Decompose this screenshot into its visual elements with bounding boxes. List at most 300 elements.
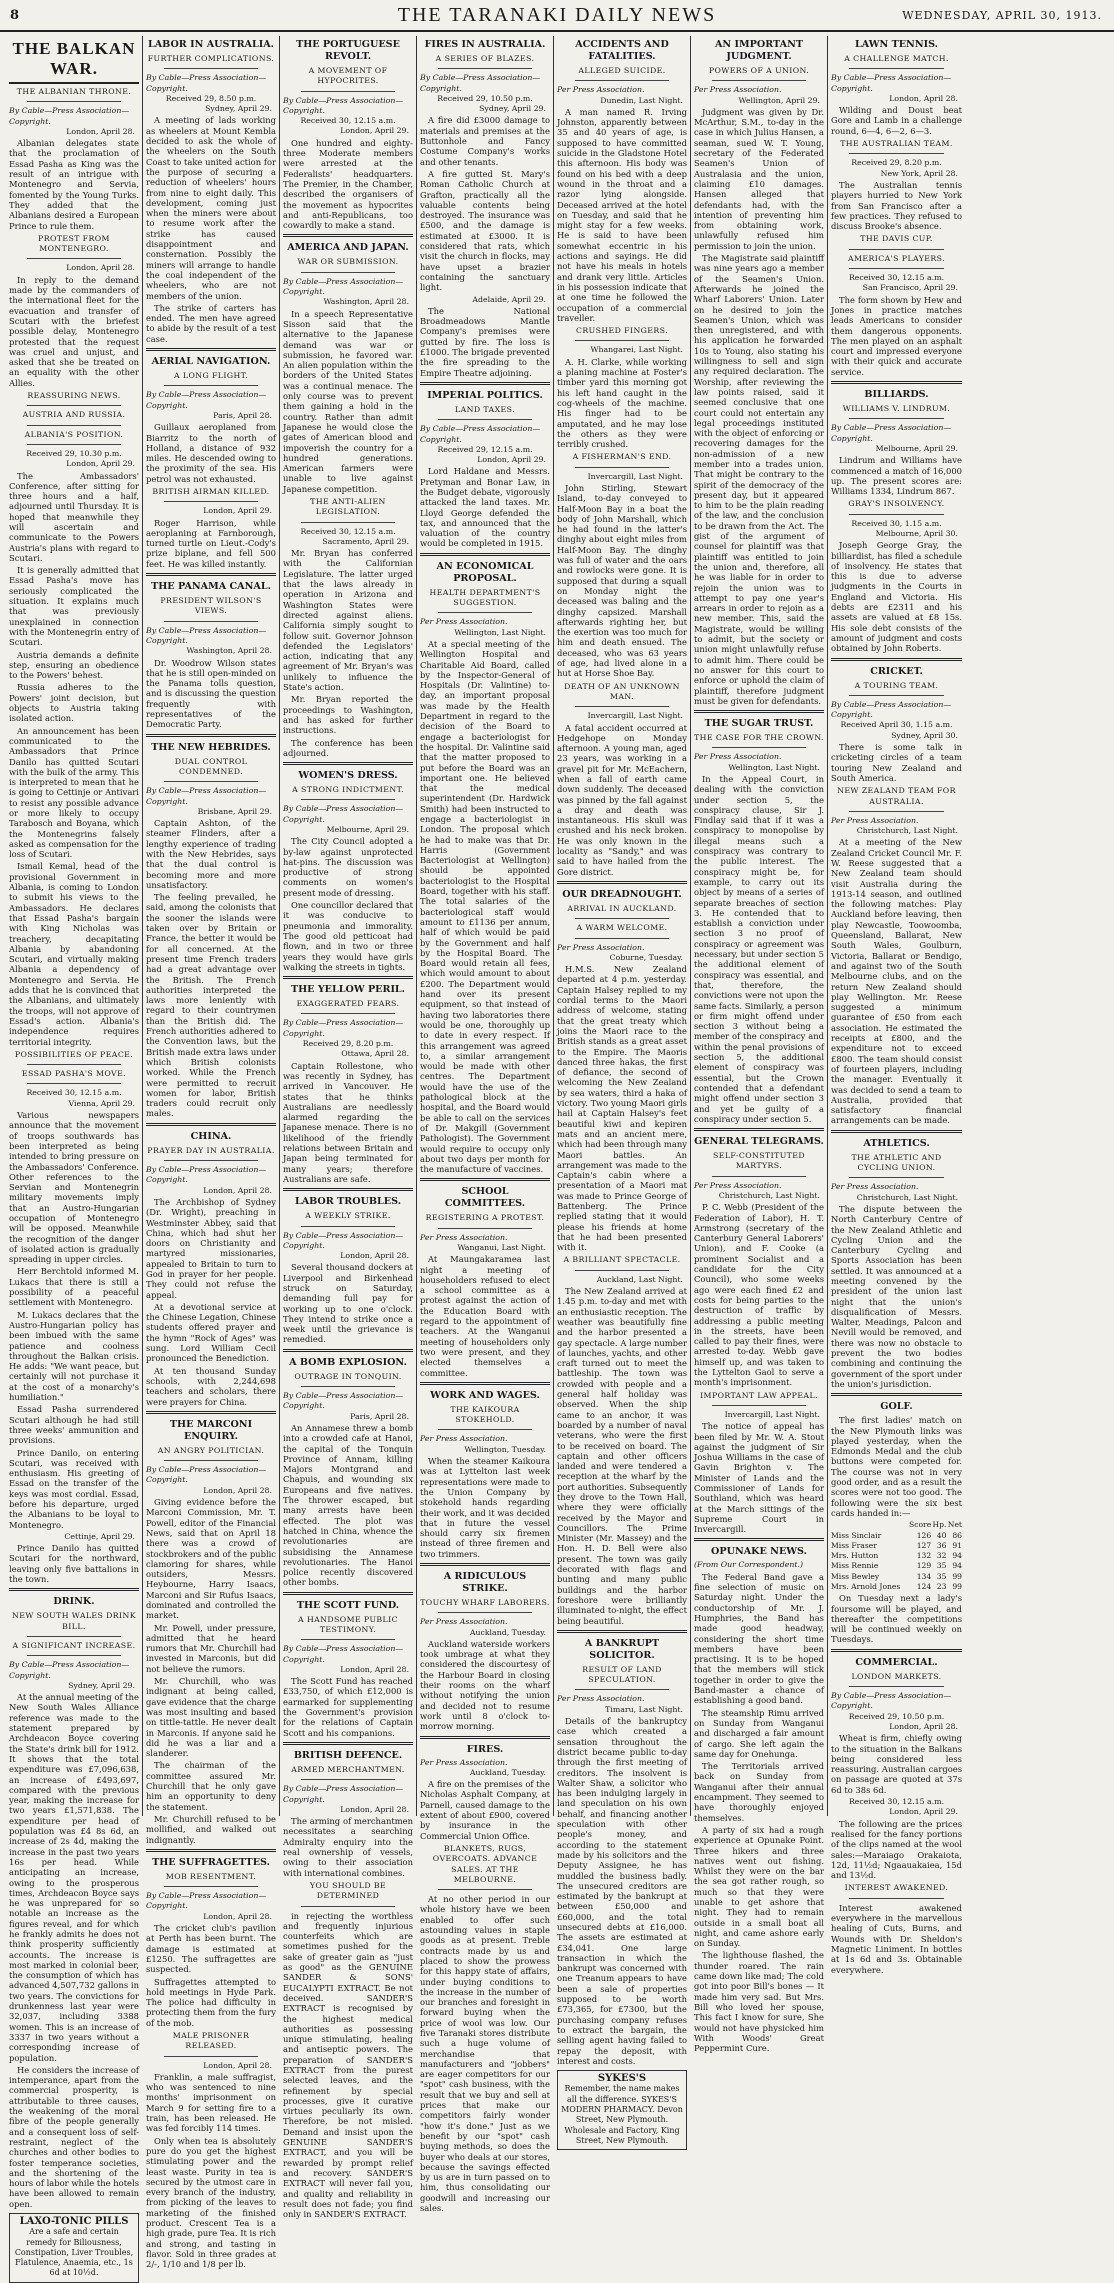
article-paragraph: Only when tea is absolutely pure do you get the highest stimulating power and the least waste. Purity in tea is secured by the utmost care in every branch of the industry, from picking of the leaves to marketing of the finished product. Crescent Tea is a high grade, pure Tea. It is rich and strong, and tasting in flavor. Sold in three grades at 2/-, 1/10 and 1/8 per lb. bbox=[146, 2135, 276, 2270]
article-paragraph: In a speech Representative Sisson said that the alternative to the Japanese demand was war or submission, he favored war. An alien population within the borders of the United States was a continual menace. The only course was to prevent them gaining a hold in the country. Rather than admit Japanese he would close the gates of American blood and impoverish the country for a hundred generations. American farmers were unable to live against Japanese competition. bbox=[283, 308, 413, 494]
article-subheading: PRAYER DAY IN AUSTRALIA. bbox=[147, 1145, 275, 1155]
subheading-rule bbox=[849, 418, 944, 419]
subheading-rule bbox=[712, 747, 806, 748]
section-rule bbox=[694, 1128, 824, 1131]
article-headline: FIRES IN AUSTRALIA. bbox=[424, 39, 546, 50]
dateline: London, April 29. bbox=[66, 459, 135, 469]
dateline: New York, April 28. bbox=[880, 168, 958, 178]
article-subheading: GRAY'S INSOLVENCY. bbox=[848, 499, 945, 509]
subheading-rule bbox=[164, 1460, 258, 1461]
golf-header-cell bbox=[831, 1520, 907, 1530]
article-paragraph: A. H. Clarke, while working a planing machine at Foster's timber yard this morning got his left hand caught in the cog-wheels of the machine. His finger had to be amputated, and he may lose the others as they were terribly crushed. bbox=[557, 356, 687, 450]
subheading-rule bbox=[27, 425, 121, 426]
article-paragraph: Lord Haldane and Messrs. Pretyman and Bonar Law, in the Budget debate, vigorously attacked the land taxes. Mr. Lloyd George defended the tax, and announced that the valuation of the country would be completed in 1915. bbox=[420, 466, 550, 549]
received-time: Received 29, 10.50 p.m. bbox=[848, 1711, 945, 1721]
article-subheading: OUTRAGE IN TONQUIN. bbox=[294, 1371, 402, 1381]
dateline: Sydney, April 30. bbox=[891, 730, 958, 740]
article-paragraph: Russia adheres to the Powers' joint decision, but objects to Austria taking isolated action. bbox=[9, 682, 139, 724]
article-paragraph: Roger Harrison, while aeroplaning at Farnborough, turned turtle on Lieut.-Cody's prize biplane, and fell 500 feet. He was killed instantly. bbox=[146, 517, 276, 569]
article-headline: WORK AND WAGES. bbox=[430, 1389, 540, 1401]
article-paragraph: P. C. Webb (President of the Federation of Labor), H. T. Armstrong (secretary of the Canterbury General Laborers' Union), and F. Cooke (a prominent Socialist and a candidate for the City Council), who some weeks ago were each fined £2 and costs for being parties to the destruction of traffic by addressing a public meeting in the streets, have been called to pay their fines, were arrested to-day. Webb gave himself up, and was taken to the Lyttelton Gaol to serve a month's imprisonment. bbox=[694, 1202, 824, 1388]
article-paragraph: Herr Berchtold informed M. Lukacs that there is still a possibility of a peaceful settlement with Montenegro. bbox=[9, 1266, 139, 1308]
subheading-rule bbox=[301, 1779, 395, 1780]
section-rule bbox=[420, 382, 550, 385]
subheading-rule bbox=[438, 612, 532, 613]
article-paragraph: John Stirling, Stewart Island, to-day conveyed to Half-Moon Bay in a boat the body of John Marshall, which he had found in the latter's dinghy about eight miles from Half-Moon Bay. The dinghy was full of water and the oars and rowlocks were gone. It is supposed that during a squall on Monday night the deceased was baling and the dinghy capsized. Marshall afterwards righting her, but the exertion was too much for him and death ensued. The deceased, who was 63 years of age, had lived alone in a hut at Horse Shoe Bay. bbox=[557, 482, 687, 679]
dateline: London, April 28. bbox=[889, 1721, 958, 1731]
article-paragraph: A party of six had a rough experience at Opunake Point. Three hikers and three natives went out fishing. Whilst they were on the bar the sea got rather rough, so much so that they were unable to get ashore that night. They had to remain outside in a small boat all night, and came ashore early on Sunday. bbox=[694, 1824, 824, 1949]
article-paragraph: An announcement has been communicated to the Ambassadors that Prince Danilo has quitted Scutari with the bulk of the army. This is interpreted to mean that he is going to Cettinje or Antivari to resist any possible advance or more likely to occupy Tarabosch and Boyana, which the Montenegrins falsely asked as compensation for the loss of Scutari. bbox=[9, 725, 139, 860]
golf-cell: Miss Sinclair bbox=[831, 1530, 882, 1540]
article-paragraph: There is some talk in cricketing circles of a team touring New Zealand and South America. bbox=[831, 742, 962, 783]
article-subheading: BLANKETS, RUGS, OVERCOATS. ADVANCE SALES. AT THE MELBOURNE. bbox=[432, 1843, 538, 1884]
golf-row bbox=[831, 1541, 962, 1551]
article-subheading: ALBANIA'S POSITION. bbox=[24, 429, 124, 439]
subheading-rule bbox=[849, 153, 944, 154]
press-credit: By Cable—Press Association—Copyright. bbox=[146, 625, 267, 645]
subheading-rule bbox=[27, 1083, 121, 1084]
golf-row bbox=[831, 1531, 962, 1541]
article-subheading: POSSIBILITIES OF PEACE. bbox=[14, 1049, 134, 1059]
article-headline: THE PORTUGUESE REVOLT. bbox=[296, 39, 400, 62]
article-subheading: A STRONG INDICTMENT. bbox=[292, 785, 404, 795]
press-credit: By Cable—Press Association—Copyright. bbox=[146, 73, 267, 93]
article-headline: THE SUGAR TRUST. bbox=[704, 718, 814, 730]
subheading-rule bbox=[164, 68, 258, 69]
article-subheading: THE AUSTRALIAN TEAM. bbox=[840, 139, 953, 149]
section-rule bbox=[831, 1393, 962, 1396]
press-credit: Per Press Association. bbox=[420, 1617, 508, 1627]
section-rule bbox=[283, 1188, 413, 1191]
dateline: London, April 28. bbox=[340, 1804, 409, 1814]
press-credit: By Cable—Press Association—Copyright. bbox=[283, 276, 404, 297]
article-subheading: IMPORTANT LAW APPEAL. bbox=[700, 1390, 818, 1400]
article-subheading: YOU SHOULD BE DETERMINED bbox=[309, 1880, 387, 1901]
section-rule bbox=[694, 710, 824, 713]
section-rule bbox=[420, 1178, 550, 1181]
golf-row bbox=[831, 1582, 962, 1592]
subheading-rule bbox=[27, 444, 121, 445]
dateline: Cettinje, April 29. bbox=[64, 1531, 135, 1541]
article-paragraph: The first ladies' match on the New Plymouth links was played yesterday, when the Edmonds Medal and the club buttons were competed for. The course was not in very good order, and as a result the scores were not too good. The following were the six best cards handed in:— bbox=[831, 1415, 962, 1518]
article-subheading: A MOVEMENT OF HYPOCRITES. bbox=[308, 66, 388, 86]
subheading-rule bbox=[849, 1898, 944, 1899]
article-headline: LABOR IN AUSTRALIA. bbox=[147, 39, 275, 50]
press-credit: By Cable—Press Association—Copyright. bbox=[420, 424, 541, 444]
press-credit: Per Press Association. bbox=[694, 752, 782, 762]
article-subheading: AUSTRIA AND RUSSIA. bbox=[22, 410, 126, 420]
press-credit: Per Press Association. bbox=[420, 1434, 508, 1444]
column-7 bbox=[828, 36, 965, 1975]
article-paragraph: Joseph George Gray, the billiardist, has filed a schedule of insolvency. He states that this is due to adverse judgments in the Courts in England and Victoria. His debts are £2311 and his assets are valued at £8 15s. His sole debt consists of the amount of judgment and costs obtained by John Roberts. bbox=[831, 540, 962, 654]
article-subheading: WILLIAMS V. LINDRUM. bbox=[842, 404, 951, 414]
article-paragraph: The form shown by Hew and Jones in practice matches leads Americans to consider them dangerous opponents. The men played on an asphalt court and impressed everyone with their quick and accurate service. bbox=[831, 294, 962, 377]
article-subheading: A WARM WELCOME. bbox=[576, 923, 668, 933]
subheading-rule bbox=[27, 258, 121, 259]
golf-cell: 35 bbox=[936, 1571, 947, 1581]
subheading-rule bbox=[575, 1270, 669, 1271]
subheading-rule bbox=[438, 1889, 532, 1890]
dateline: Whangarei, Last Night. bbox=[590, 345, 683, 355]
article-paragraph: A meeting of lads working as wheelers at Mount Kembla decided to ask the whole of the wheelers on the South Coast to take united action for the purpose of securing a reduction of wheelers' hours from nine to eight daily. This development, coming just when the miners were about to resume work after the strike has caused disappointment and consternation. Possibly the miners will arrange to handle the coal independent of the wheelers, who are not members of the union. bbox=[146, 115, 276, 301]
golf-header-cell: Net bbox=[947, 1520, 962, 1530]
masthead bbox=[0, 0, 1114, 32]
article-paragraph: An Annamese threw a bomb into a crowded cafe at Hanoi, the capital of the Tonquin Province of Annam, killing Majors Montgrand and Chapuis, and wounding six Europeans and five natives. The thrower escaped, but many arrests have been effected. The plot was hatched in China, whence the revolutionaries are subsidising the Annamese revolutionaries. The Hanoi police recently discovered other bombs. bbox=[283, 1422, 413, 1588]
article-paragraph: A man named R. Irving Johnston, apparently between 35 and 40 years of age, is supposed to have committed suicide in the Gladstone Hotel this afternoon. His body was found on his bed with a deep wound in the throat and a razor lying alongside. Deceased arrived at the hotel on Tuesday, and said that he might stay for a few weeks. He is said to have been somewhat eccentric in his actions and sayings. He did not have his meals in hotels and drank very little. Articles in his possession indicate that at one time he followed the occupation of a commercial traveller. bbox=[557, 106, 687, 323]
article-headline: SCHOOL COMMITTEES. bbox=[444, 1186, 526, 1210]
press-credit: Per Press Association. bbox=[831, 815, 919, 825]
article-headline: ACCIDENTS AND FATALITIES. bbox=[575, 39, 669, 62]
article-paragraph: At a special meeting of the Wellington Hospital and Charitable Aid Board, called by the Inspector-General of Hospitals (Dr. Valintine) to-day, an important proposal was made by the Health Department in regard to the decision of the Board to engage a bacteriologist for the hospital. Dr. Valintine said that the matter proposed to put before the Board was an important one. He believed that the medical superintendent (Dr. Hardwick Smith) had been instructed to engage a bacteriologist in London. The proposal which he had to make was that Dr. Harris (Government Bacteriologist at Wellington) should be appointed bacteriologist to the Hospital Board, together with his staff. The total salaries of the bacteriological staff would amount to £1136 per annum, half of which would be paid by the Government and half by the Hospital Board. The Board would retain all fees, which would amount to about £200. The Department would hand over its present equipment, so that instead of having two laboratories there would be one, thoroughly up to date in every respect. If this arrangement was agreed to, a similar arrangement would be made with other centres. The Department would have the use of the pathological block at the hospital, and the Board would be able to call on the services of Dr. Makgill (Government Pathologist). The Government would require to occupy only about two days per month for the manufacture of vaccines. bbox=[420, 638, 550, 1175]
article-paragraph: Dr. Woodrow Wilson states that he is still open-minded on the Panama tolls question, and is discussing the question frequently with representatives of the Democratic Party. bbox=[146, 657, 276, 730]
subheading-rule bbox=[849, 1177, 944, 1178]
article-paragraph: Captain Rollestone, who was recently in Sydney, has arrived in Vancouver. He states that he thinks Australians are needlessly alarmed regarding the Japanese menace. There is no likelihood of the friendly relations between Britain and Japan being terminated for many years; therefore Australians are safe. bbox=[283, 1060, 413, 1184]
press-credit: By Cable—Press Association—Copyright. bbox=[146, 786, 267, 806]
section-rule bbox=[283, 762, 413, 765]
golf-row bbox=[831, 1561, 962, 1571]
article-paragraph: Wheat is firm, chiefly owing to the situation in the Balkans being considered less reassuring. Australian cargoes on passage are quoted at 37s 6d to 38s 6d. bbox=[831, 1733, 962, 1795]
article-subheading: ARMED MERCHANTMEN. bbox=[291, 1764, 405, 1774]
subheading-rule bbox=[27, 1064, 121, 1065]
golf-cell: 126 bbox=[916, 1530, 932, 1540]
subheading-rule bbox=[575, 918, 669, 919]
article-headline: DRINK. bbox=[53, 1596, 95, 1608]
article-headline: A BANKRUPT SOLICITOR. bbox=[584, 1637, 660, 1661]
article-headline: A BOMB EXPLOSION. bbox=[289, 1356, 407, 1368]
section-rule bbox=[420, 1563, 550, 1566]
article-headline: THE SCOTT FUND. bbox=[296, 1599, 400, 1611]
article-paragraph: One councillor declared that it was conducive to pneumonia and immorality. The good old petticoat had flown, and in two or three years they would have girls walking the streets in tights. bbox=[283, 900, 413, 972]
press-credit: By Cable—Press Association—Copyright. bbox=[831, 699, 952, 720]
advertisement bbox=[9, 2213, 139, 2283]
article-subheading: RESULT OF LAND SPECULATION. bbox=[582, 1664, 662, 1685]
dateline: Dunedin, Last Night. bbox=[600, 95, 683, 105]
article-headline: AMERICA AND JAPAN. bbox=[287, 242, 409, 254]
subheading-rule bbox=[301, 91, 395, 92]
section-rule bbox=[283, 234, 413, 237]
article-paragraph: The National Broadmeadows Mantle Company's premises were gutted by fire. The loss is £1000. The brigade prevented the fire spreading to the Empire Theatre adjoining. bbox=[420, 305, 550, 378]
press-credit: Per Press Association. bbox=[694, 85, 782, 95]
dateline: Sydney, April 29. bbox=[68, 1680, 135, 1690]
article-subheading: NEW SOUTH WALES DRINK BILL. bbox=[12, 1611, 136, 1631]
subheading-rule bbox=[301, 1906, 395, 1907]
dateline: Wellington, April 29. bbox=[738, 95, 820, 105]
golf-cell: 94 bbox=[952, 1561, 962, 1571]
dateline: Brisbane, April 29. bbox=[197, 806, 272, 816]
section-rule bbox=[146, 1123, 276, 1126]
subheading-rule bbox=[575, 80, 669, 81]
article-subheading: REGISTERING A PROTEST. bbox=[425, 1213, 545, 1223]
article-subheading: A TOURING TEAM. bbox=[854, 680, 939, 690]
article-subheading: A LONG FLIGHT. bbox=[173, 371, 249, 381]
article-subheading: A SERIES OF BLAZES. bbox=[435, 54, 535, 63]
article-subheading: A HANDSOME PUBLIC TESTIMONY. bbox=[298, 1614, 398, 1634]
article-paragraph: The Ambassadors' Conference, after sitting for three hours and a half, adjourned until Thursday. It is hoped that meanwhile they will ascertain and communicate to the Powers Austria's plans with regard to Scutari. bbox=[9, 470, 139, 563]
article-paragraph: At ten thousand Sunday schools, with 2,244,698 teachers and scholars, there were prayers for China. bbox=[146, 1365, 276, 1407]
section-rule bbox=[146, 1411, 276, 1414]
subheading-rule bbox=[575, 706, 669, 707]
dateline: Auckland, Last Night. bbox=[596, 1274, 683, 1284]
subheading-rule bbox=[849, 695, 944, 696]
press-credit: By Cable—Press Association—Copyright. bbox=[283, 1784, 404, 1804]
article-paragraph: Suffragettes attempted to hold meetings in Hyde Park. The police had difficulty in protecting them from the fury of the mob. bbox=[146, 1976, 276, 2028]
column-6 bbox=[691, 36, 828, 2054]
golf-cell: 40 bbox=[936, 1530, 947, 1540]
dateline: Sydney, April 29. bbox=[205, 104, 272, 114]
article-paragraph: Essad Pasha surrendered Scutari although he had still three weeks' ammunition and provisions. bbox=[9, 1404, 139, 1446]
subheading-rule bbox=[712, 1405, 806, 1406]
golf-cell: 91 bbox=[952, 1540, 962, 1550]
article-subheading: LAND TAXES. bbox=[455, 404, 515, 414]
dateline: London, April 29. bbox=[340, 126, 409, 136]
article-paragraph: Details of the bankruptcy case which created a sensation throughout the district became public to-day through the first meeting of creditors. The insolvent is Walter Shaw, a solicitor who has been indulging largely in land speculation on his own behalf, and financing another speculation with other people's money, and according to the statement made by his solicitors and the Deputy Assignee, he has muddled the business badly. The unsecured creditors are estimated by the bankrupt at between £50,000 and £60,000, and the total unsecured debts at £16,000. The assets are estimated at £34,041. One large transaction in which the bankrupt was concerned with one Treanum appears to have been a sale of properties supposed to be worth £73,365, for £7300, but the purchasing company refuses to extract the bargain, the selling agent having failed to repay the deposit, with interest and costs. bbox=[557, 1716, 687, 2066]
article-subheading: ALLEGED SUICIDE. bbox=[578, 66, 666, 75]
article-paragraph: Austria demands a definite step, ensuring an obedience to the Powers' behest. bbox=[9, 649, 139, 681]
article-paragraph: Prince Danilo, on entering Scutari, was received with enthusiasm. His greeting of Essad on the transfer of the keys was most cordial. Essad, before his departure, urged the Albanians to be loyal to Montenegro. bbox=[9, 1447, 139, 1530]
article-paragraph: Mr. Churchill, who was indignant at being called, gave evidence that the charge was most insulting and based on tittle-tattle. He never dealt in Marconis. If anyone said he did he was a liar and a slanderer. bbox=[146, 1676, 276, 1759]
golf-cell: 94 bbox=[952, 1551, 962, 1561]
subheading-rule bbox=[438, 1612, 532, 1613]
press-credit: By Cable—Press Association—Copyright. bbox=[283, 1018, 404, 1038]
article-paragraph: The lighthouse flashed, the thunder roared. The rain came down like mad; The cold got into poor Bill's bones — It made him very sad. But Mrs. Bill who loved her spouse, This fact I know for sure, She would not have physicked him With Woods' Great Peppermint Cure. bbox=[694, 1950, 824, 2054]
article-subheading: THE ANTI-ALIEN LEGISLATION. bbox=[310, 496, 386, 517]
article-paragraph: The steamship Rimu arrived on Sunday from Wanganui and discharged a fair amount of cargo. She left again the same day for Onehunga. bbox=[694, 1707, 824, 1759]
article-paragraph: The arming of merchantmen necessitates a searching Admiralty enquiry into the real ownership of vessels, owing to their association with international combines. bbox=[283, 1816, 413, 1878]
section-rule bbox=[283, 1742, 413, 1745]
article-subheading: MALE PRISONER RELEASED. bbox=[172, 2030, 250, 2051]
press-credit: (From Our Correspondent.) bbox=[694, 1560, 804, 1570]
subheading-rule bbox=[438, 1429, 532, 1430]
article-paragraph: Captain Ashton, of the steamer Flinders, after a lengthy experience of trading with the New Hebrides, says that the dual control is becoming more and more unsatisfactory. bbox=[146, 818, 276, 890]
received-time: Received 30, 12.15 a.m. bbox=[300, 526, 396, 536]
dateline: London, April 28. bbox=[66, 263, 135, 273]
golf-cell: 132 bbox=[916, 1551, 932, 1561]
subheading-rule bbox=[301, 522, 395, 523]
received-time: Received 29, 8.50 p.m. bbox=[165, 93, 257, 103]
dateline: Melbourne, April 29. bbox=[875, 443, 958, 453]
press-credit: Per Press Association. bbox=[831, 1182, 919, 1192]
article-headline: A RIDICULOUS STRIKE. bbox=[443, 1571, 527, 1594]
subheading-rule bbox=[27, 1636, 121, 1637]
dateline: Timaru, Last Night. bbox=[605, 1704, 683, 1714]
dateline: London, April 28. bbox=[66, 126, 135, 136]
dateline: London, April 29. bbox=[889, 1807, 958, 1817]
subheading-rule bbox=[164, 385, 258, 386]
dateline: Melbourne, April 29. bbox=[326, 825, 409, 834]
article-subheading: FURTHER COMPLICATIONS. bbox=[147, 54, 275, 63]
article-paragraph: In reply to the demand made by the commanders of the international fleet for the evacuation and transfer of Scutari with the briefest possible delay, Montenegro protested that the request was cruel and unjust, and asked that she be treated on an equality with the other Allies. bbox=[9, 274, 139, 388]
article-subheading: PROTEST FROM MONTENEGRO. bbox=[38, 233, 110, 254]
subheading-rule bbox=[27, 405, 121, 406]
subheading-rule bbox=[438, 68, 532, 69]
article-headline: LABOR TROUBLES. bbox=[294, 1196, 402, 1208]
article-paragraph: in rejecting the worthless and frequently injurious counterfeits which are sometimes pushed for the sake of greater gain as "just as good" as the GENUINE SANDER & SONS' EUCALYPTI EXTRACT. Be not deceived. SANDER'S EXTRACT is recognised by the highest medical authorities as possessing unique stimulating, healing and antiseptic powers. The preparation of SANDER'S EXTRACT from the purest selected leaves, and the refinement by special processes, give it curative virtues peculiarly its own. Therefore, be not misled. Demand and insist upon the GENUINE SANDER'S EXTRACT, and you will be rewarded by prompt relief and recovery. SANDER'S EXTRACT will never fail you, and quality and reliability in result does not fade; you find only in SANDER'S EXTRACT. bbox=[283, 1910, 413, 2220]
press-credit: Per Press Association. bbox=[557, 942, 645, 952]
golf-cell: 35 bbox=[936, 1561, 947, 1571]
subheading-rule bbox=[575, 1689, 669, 1690]
dateline: Washington, April 28. bbox=[186, 646, 272, 656]
section-rule bbox=[420, 553, 550, 556]
article-subheading: SELF-CONSTITUTED MARTYRS. bbox=[712, 1151, 806, 1171]
article-subheading: PRESIDENT WILSON'S VIEWS. bbox=[160, 596, 262, 616]
subheading-rule bbox=[849, 68, 944, 69]
article-subheading: A FISHERMAN'S END. bbox=[572, 452, 672, 462]
article-headline: CHINA. bbox=[190, 1130, 232, 1142]
dateline: Christchurch, Last Night. bbox=[856, 826, 958, 836]
received-time: Received April 30, 1.15 a.m. bbox=[840, 720, 953, 730]
press-credit: By Cable—Press Association—Copyright. bbox=[283, 1644, 404, 1664]
received-time: Received 30, 12.15 a.m. bbox=[26, 1088, 122, 1098]
dateline: Invercargill, Last Night. bbox=[587, 471, 683, 481]
subheading-rule bbox=[164, 1160, 258, 1161]
press-credit: By Cable—Press Association—Copyright. bbox=[831, 423, 952, 443]
article-subheading: LONDON MARKETS. bbox=[851, 1671, 942, 1681]
article-headline: WOMEN'S DRESS. bbox=[298, 770, 398, 782]
dateline: Christchurch, Last Night. bbox=[856, 1192, 958, 1202]
article-subheading: REASSURING NEWS. bbox=[27, 391, 121, 401]
article-subheading: DUAL CONTROL CONDEMNED. bbox=[174, 756, 248, 776]
page-number: 8 bbox=[10, 8, 20, 23]
article-paragraph: A fire did £3000 damage to materials and premises at the Buttonhole and Fancy Costume Company's works and other tenants. bbox=[420, 115, 550, 167]
dateline: Paris, April 28. bbox=[350, 1411, 409, 1421]
subheading-rule bbox=[575, 938, 669, 939]
article-paragraph: The conference has been adjourned. bbox=[283, 737, 413, 758]
article-paragraph: Several thousand dockers at Liverpool and Birkenhead struck on Saturday, demanding full pay for working up to one o'clock. They intend to strike once a week until the grievance is remedied. bbox=[283, 1262, 413, 1345]
subheading-rule bbox=[301, 1013, 395, 1014]
article-headline: LAWN TENNIS. bbox=[855, 39, 938, 50]
section-rule bbox=[831, 1130, 962, 1133]
subheading-rule bbox=[164, 501, 258, 502]
received-time: Received 30, 12.15 a.m. bbox=[848, 273, 945, 283]
dateline: Auckland, Tuesday. bbox=[469, 1767, 546, 1777]
article-paragraph: Lindrum and Williams have commenced a match of 16,000 up. The present scores are: Williams 1334, Lindrum 867. bbox=[831, 455, 962, 497]
article-headline: FIRES. bbox=[466, 1743, 504, 1755]
received-time: Received 29, 8.20 p.m. bbox=[302, 1039, 394, 1049]
golf-row bbox=[831, 1551, 962, 1561]
article-paragraph: Auckland waterside workers took umbrage at what they considered the discourtesy of the Harbour Board in closing their rooms on the wharf without notifying the union and decided not to resume work until 8 o'clock to-morrow morning. bbox=[420, 1638, 550, 1732]
dateline: London, April 28. bbox=[889, 93, 958, 103]
article-paragraph: The New Zealand arrived at 1.45 p.m. to-day and met with an enthusiastic reception. The weather was beautifully fine and the harbor presented a gay spectacle. A large number of launches, yachts, and other craft turned out to meet the battleship. The town was crowded with people and a general half holiday was observed. When the ship came to an anchor, it was boarded by a number of naval veterans, who were the first to be received on board. The captain and other officers landed and were tendered a reception at the wharf by the port authorities. Subsequently they drove to the Town Hall, where they were officially received by the Mayor and Councillors. The Prime Minister (Mr. Massey) and the Hon. H. D. Bell were also present. The town was gaily decorated with flags and bunting and many public buildings and the harbor foreshore were brilliantly illuminated to-night, the effect being beautiful. bbox=[557, 1286, 687, 1626]
article-headline: ATHLETICS. bbox=[863, 1137, 930, 1149]
section-rule bbox=[694, 1538, 824, 1541]
article-headline: THE YELLOW PERIL. bbox=[290, 984, 406, 996]
press-credit: By Cable—Press Association—Copyright. bbox=[146, 1891, 267, 1911]
article-paragraph: Guillaux aeroplaned from Biarritz to the north of Holland, a distance of 932 miles. He descended owing to the proximity of the sea. His petrol was not exhausted. bbox=[146, 422, 276, 484]
press-credit: Per Press Association. bbox=[694, 1180, 782, 1190]
received-time: Received 30, 12.15 a.m. bbox=[848, 1797, 945, 1807]
golf-header-cell: Score bbox=[909, 1520, 932, 1530]
column-2 bbox=[143, 36, 280, 2270]
article-subheading: BRITISH AIRMAN KILLED. bbox=[152, 486, 270, 496]
subheading-rule bbox=[849, 514, 944, 515]
subheading-rule bbox=[164, 1886, 258, 1887]
dateline: Sydney, April 29. bbox=[479, 104, 546, 114]
dateline: London, April 28. bbox=[340, 1664, 409, 1674]
subheading-rule bbox=[164, 781, 258, 782]
dateline: Christchurch, Last Night. bbox=[718, 1190, 820, 1200]
article-paragraph: It is generally admitted that Essad Pasha's move has seriously complicated the situation. It explains much that was previously unexplained in connection with the Montenegrin entry of Scutari. bbox=[9, 565, 139, 648]
press-credit: By Cable—Press Association—Copyright. bbox=[9, 1660, 130, 1680]
subheading-rule bbox=[27, 1655, 121, 1656]
article-paragraph: The dispute between the North Canterbury Centre of the New Zealand Athletic and Cycling Union and the Canterbury Cycling and Sports Association has been settled. It was announced at a meeting convened by the president of the union last night that the union's disqualification of Messrs. Walter, Meadings, Palcon and Nevill would be removed, and there was now no obstacle to prevent the two bodies combining and continuing the government of the sport under the union's jurisdiction. bbox=[831, 1203, 962, 1389]
article-paragraph: Interest awakened everywhere in the marvellous healing of Cuts, Burns, and Wounds with Dr. Sheldon's Magnetic Liniment. In bottles at 1s 6d and 3s. Obtainable everywhere. bbox=[831, 1902, 962, 1975]
article-paragraph: Mr. Churchill refused to be mollified, and walked out indignantly. bbox=[146, 1813, 276, 1845]
article-paragraph: Wilding and Doust beat Gore and Lamb in a challenge round, 6—4, 6—2, 6—3. bbox=[831, 105, 962, 136]
section-rule bbox=[420, 1382, 550, 1385]
article-paragraph: At no other period in our whole history have we been enabled to offer such astounding values in staple goods as at present. Treble contracts made by us and placed to show the prowess for this happy state of affairs, under buying conditions to the increase in the number of our branches and foresight in forward buying when the price of wool was low. Our five Taranaki stores distribute such a huge volume of merchandise that manufacturers and "jobbers" are eager competitors for our "spot" cash business, with the result that we buy and sell at prices that make our competitors fairly wonder "how it's done." Just as we benefit by our "spot" cash buying methods, so does the buyer who deals at our stores, because the savings effected by us are in turn passed on to him, thus consolidating our goodwill and increasing our sales. bbox=[420, 1894, 550, 2214]
article-paragraph: The Archbishop of Sydney (Dr. Wright), preaching in Westminster Abbey, said that China, which had shut her doors on Christianity and martyred missionaries, appealed to Britain to turn to God in prayer for her people. They could not refuse the appeal. bbox=[146, 1196, 276, 1300]
subheading-rule bbox=[438, 419, 532, 420]
dateline: Washington, April 28. bbox=[323, 297, 409, 307]
article-headline: CRICKET. bbox=[870, 665, 923, 677]
dateline: Wellington, Last Night. bbox=[728, 762, 820, 772]
article-paragraph: The Australian tennis players hurried to New York from San Francisco after a few practices. They refused to discuss Brooke's absence. bbox=[831, 179, 962, 232]
ad-text: Remember, the name makes all the difference. SYKES'S MODERN PHARMACY. Devon Street, New Plymouth. Wholesale and Factory, King Street, New Plymouth. bbox=[561, 2084, 683, 2145]
article-subheading: MOB RESENTMENT. bbox=[165, 1871, 257, 1881]
dateline: Wellington, Tuesday. bbox=[464, 1444, 546, 1454]
article-paragraph: The City Council adopted a by-law against unprotected hat-pins. The discussion was productive of strong comments on women's present mode of dressing. bbox=[283, 836, 413, 898]
column-5 bbox=[554, 36, 691, 2145]
article-subheading: POWERS OF A UNION. bbox=[708, 66, 810, 75]
article-paragraph: The cricket club's pavilion at Perth has been burnt. The damage is estimated at £1250. The suffragettes are suspected. bbox=[146, 1923, 276, 1975]
ad-text: Are a safe and certain remedy for Biliousness, Constipation, Liver Troubles, Flatulence, Anaemia, etc., 1s 6d at 10½d. bbox=[14, 2227, 134, 2278]
golf-cell: Miss Fraser bbox=[831, 1540, 877, 1550]
press-credit: By Cable—Press Association—Copyright. bbox=[283, 804, 404, 824]
article-subheading: THE CASE FOR THE CROWN. bbox=[694, 733, 824, 743]
article-headline: AN IMPORTANT JUDGMENT. bbox=[714, 39, 803, 62]
article-paragraph: The notice of appeal has been filed by Mr. W. A. Stout against the judgment of Sir Joshua Williams in the case of Gavin Brighton v. The Minister of Lands and the Commissioner of Lands for Southland, which was heard at the March sittings of the Supreme Court in Invercargill. bbox=[694, 1421, 824, 1535]
golf-cell: Mrs. Hutton bbox=[831, 1551, 879, 1561]
subheading-rule bbox=[164, 2056, 258, 2057]
article-paragraph: Giving evidence before the Marconi Commission, Mr. T. Powell, editor of the Financial News, said that on April 18 there was a crowd of stockbrokers and of the public clamoring for shares, while outsiders, Messrs. Heybourne, Harry Isaacs, Marconi and Sir Rufus Isaacs, dominated and controlled the market. bbox=[146, 1497, 276, 1621]
article-subheading: A CHALLENGE MATCH. bbox=[844, 54, 949, 63]
golf-cell: 124 bbox=[916, 1582, 932, 1591]
dateline: Adelaide, April 29. bbox=[472, 294, 546, 304]
article-subheading: HEALTH DEPARTMENT'S SUGGESTION. bbox=[429, 587, 541, 608]
section-rule bbox=[283, 1349, 413, 1352]
press-credit: By Cable—Press Association—Copyright. bbox=[283, 95, 404, 115]
dateline: Wellington, Last Night. bbox=[454, 627, 546, 637]
golf-cell: 127 bbox=[916, 1540, 932, 1550]
golf-cell: Miss Bewley bbox=[831, 1571, 880, 1581]
subheading-rule bbox=[301, 272, 395, 273]
golf-cell: 99 bbox=[952, 1582, 962, 1591]
article-subheading: ARRIVAL IN AUCKLAND. bbox=[567, 903, 677, 913]
article-subheading: THE ATHLETIC AND CYCLING UNION. bbox=[851, 1152, 942, 1173]
article-paragraph: The following are the prices realised for the fancy portions of the clips named at the wool sales:—Maraiago Orakaiota, 12d, 11½d; Ngaauakaiea, 15d and 13½d. bbox=[831, 1818, 962, 1881]
article-headline: THE PANAMA CANAL. bbox=[151, 581, 271, 593]
subheading-rule bbox=[712, 1176, 806, 1177]
article-paragraph: The chairman of the committee assured Mr. Churchill that he only gave him an opportunity to deny the statement. bbox=[146, 1760, 276, 1812]
subheading-rule bbox=[438, 1228, 532, 1229]
golf-cell: 134 bbox=[916, 1571, 932, 1581]
subheading-rule bbox=[27, 101, 121, 102]
article-headline: IMPERIAL POLITICS. bbox=[427, 389, 543, 401]
article-headline: AERIAL NAVIGATION. bbox=[151, 356, 271, 368]
golf-cell: 129 bbox=[916, 1561, 932, 1571]
article-paragraph: Albanian delegates state that the proclamation of Essad Pasha as King was the result of an intrigue with Montenegro and Servia, fomented by the Young Turks. They added that the Albanians desired a European Prince to rule them. bbox=[9, 138, 139, 231]
article-subheading: INTEREST AWAKENED. bbox=[844, 1883, 949, 1893]
press-credit: Per Press Association. bbox=[420, 1232, 508, 1242]
press-credit: Per Press Association. bbox=[557, 1694, 645, 1704]
golf-row bbox=[831, 1572, 962, 1582]
press-credit: By Cable—Press Association—Copyright. bbox=[9, 106, 130, 126]
dateline: Paris, April 28. bbox=[213, 410, 272, 420]
press-credit: Per Press Association. bbox=[420, 1757, 508, 1767]
received-time: Received 29, 10.50 p.m. bbox=[437, 93, 533, 103]
press-credit: By Cable—Press Association—Copyright. bbox=[283, 1391, 404, 1411]
section-rule bbox=[557, 881, 687, 884]
